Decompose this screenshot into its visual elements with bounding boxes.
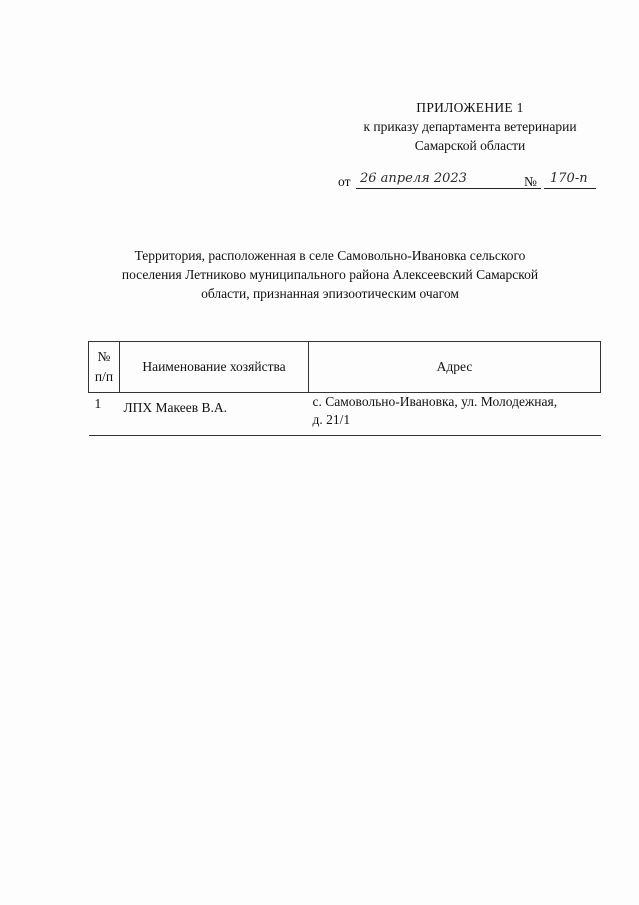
appendix-line-1: к приказу департамента ветеринарии — [363, 119, 577, 134]
order-reference — [338, 171, 608, 194]
records-table — [88, 341, 601, 436]
cell-number: 1 — [89, 393, 120, 436]
heading-line-3: области, признанная эпизоотическим очагом — [201, 286, 459, 301]
cell-address — [309, 393, 601, 436]
column-header-number — [89, 342, 120, 393]
appendix-title: ПРИЛОЖЕНИЕ 1 — [416, 100, 524, 115]
column-header-address: Адрес — [309, 342, 601, 393]
column-header-number-line-1: № — [97, 349, 111, 364]
document-heading — [100, 246, 560, 303]
heading-line-1: Территория, расположенная в селе Самовольно-Ивановка сельского — [134, 248, 526, 263]
order-date-handwritten: 26 апреля 2023 — [356, 171, 541, 189]
heading-line-2: поселения Летниково муниципального района Алексеевский Самарской — [121, 267, 539, 282]
cell-address-line-1: с. Самовольно-Ивановка, ул. Молодежная, — [312, 394, 558, 409]
cell-address-line-2: д. 21/1 — [312, 412, 351, 427]
appendix-header — [330, 98, 610, 155]
order-number-handwritten: 170-п — [544, 171, 596, 189]
column-header-name: Наименование хозяйства — [120, 342, 309, 393]
order-date-label: от — [338, 174, 351, 189]
cell-household-name: ЛПХ Макеев В.А. — [120, 393, 309, 436]
appendix-line-2: Самарской области — [414, 138, 526, 153]
table-header-row — [89, 342, 601, 393]
order-number-label: № — [524, 174, 537, 189]
column-header-number-line-2: п/п — [94, 369, 114, 384]
table-row — [89, 393, 601, 436]
